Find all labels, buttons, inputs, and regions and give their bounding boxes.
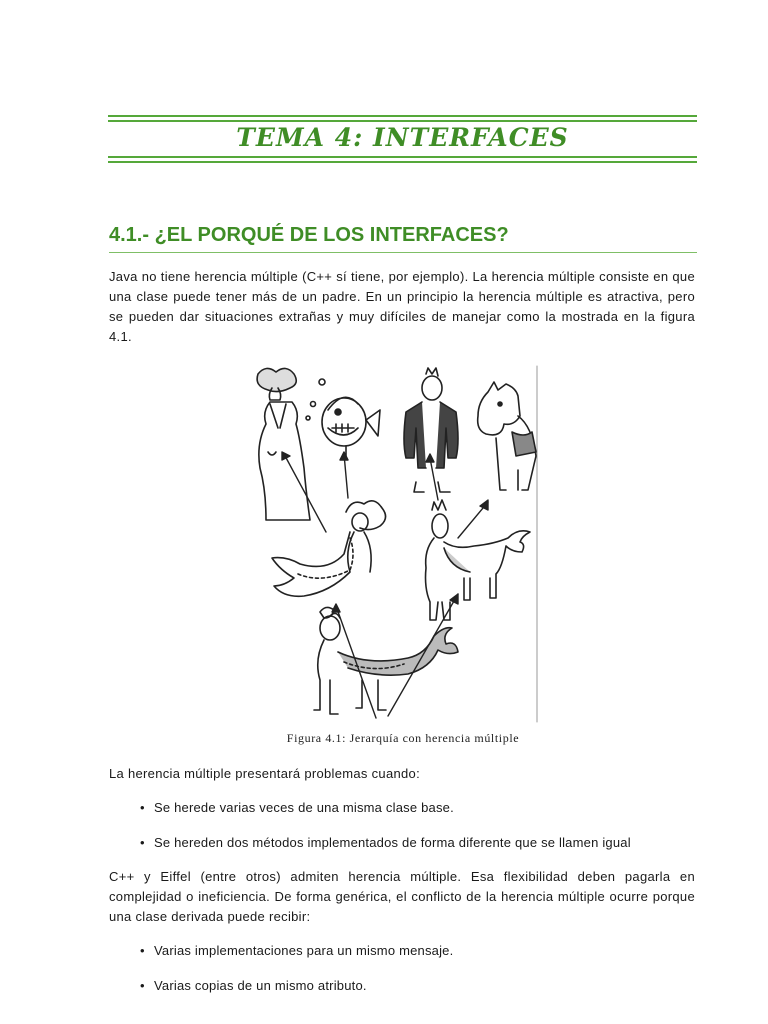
bullet-icon: • [140, 800, 145, 815]
cpp-paragraph: C++ y Eiffel (entre otros) admiten herencia múltiple. Esa flexibilidad deben pagarla en complejidad o ineficiencia. De forma genérica, el conflicto de la herencia múltiple ocurre porque una clase derivada puede recibir: [109, 869, 695, 924]
title-band [108, 113, 697, 163]
figure-illustration [248, 362, 540, 724]
bullet-icon: • [140, 835, 145, 850]
list-item-text: Varias implementaciones para un mismo mensaje. [154, 943, 454, 958]
list-item [140, 833, 700, 853]
mermaid-figure [272, 501, 386, 596]
section-heading: 4.1.- ¿EL PORQUÉ DE LOS INTERFACES? [109, 224, 509, 246]
list-item-text: Se hereden dos métodos implementados de forma diferente que se llamen igual [154, 835, 631, 850]
woman-figure [257, 368, 310, 520]
list-item [140, 798, 700, 818]
problems-intro: La herencia múltiple presentará problemas cuando: [109, 766, 420, 781]
title-rule-top-2 [108, 120, 697, 122]
bottom-hybrid-figure [314, 607, 458, 714]
chapter-title: TEMA 4: INTERFACES [236, 123, 569, 152]
list-item-text: Se herede varias veces de una misma clase base. [154, 800, 454, 815]
intro-paragraph: Java no tiene herencia múltiple (C++ sí tiene, por ejemplo). La herencia múltiple consiste en que una clase puede tener más de un padre. En un principio la herencia múltiple es atractiva, pero se pueden dar situaciones extrañas y muy difíciles de manejar como la mostrada en la figura 4.1. [109, 269, 695, 344]
horse-figure [478, 382, 536, 490]
section-underline [109, 252, 697, 253]
list-item [140, 941, 700, 961]
figure-multiple-inheritance [248, 362, 540, 724]
fish-figure [306, 379, 380, 456]
figure-caption: Figura 4.1: Jerarquía con herencia múltiple [286, 731, 520, 745]
man-figure [404, 368, 458, 492]
list-item-text: Varias copias de un mismo atributo. [154, 978, 367, 993]
title-rule-top-1 [108, 115, 697, 117]
hybrid-man-horse-figure [426, 500, 531, 620]
title-rule-bottom-1 [108, 156, 697, 158]
bullet-icon: • [140, 978, 145, 993]
bullet-icon: • [140, 943, 145, 958]
inheritance-arrows [282, 452, 488, 718]
list-item [140, 976, 700, 996]
title-rule-bottom-2 [108, 161, 697, 163]
